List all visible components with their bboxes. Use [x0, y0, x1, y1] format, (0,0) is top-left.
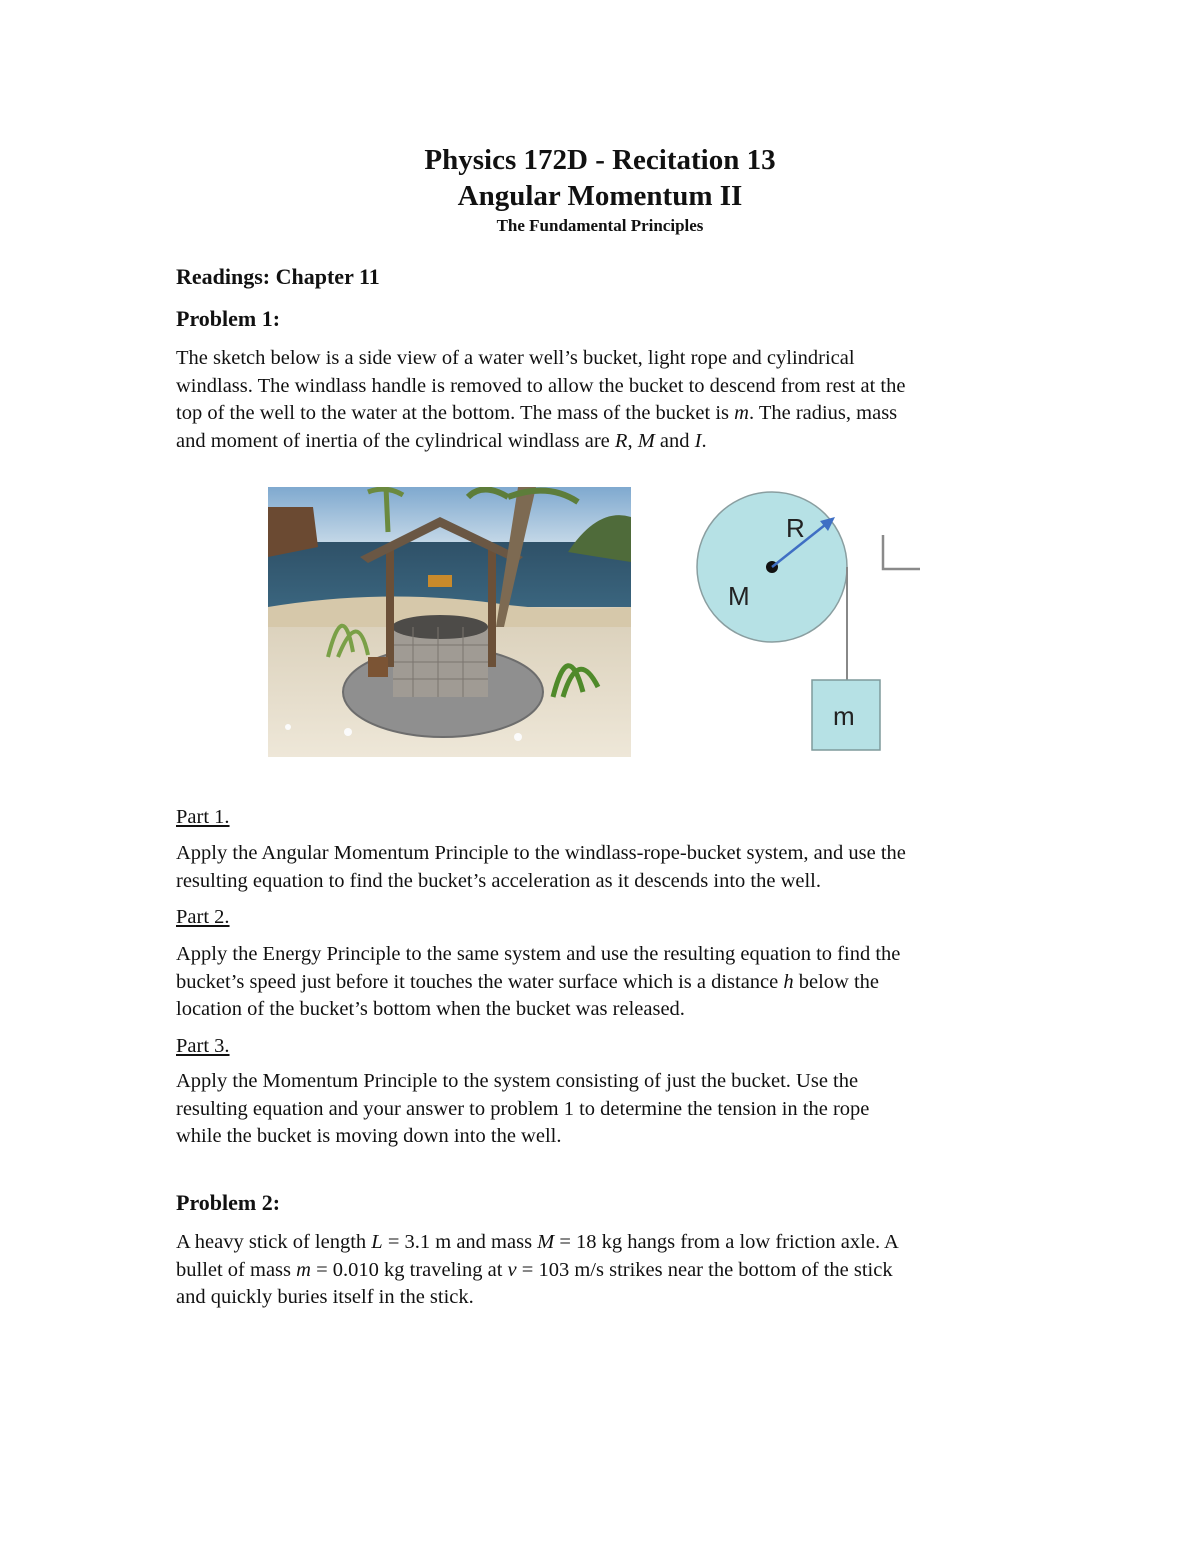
radius-label: R	[786, 513, 805, 543]
text-line: location of the bucket’s bottom when the bucket was released.	[176, 998, 685, 1020]
page-title: Physics 172D - Recitation 13	[424, 144, 776, 176]
text-line: resulting equation and your answer to problem 1 to determine the tension in the rope	[176, 1097, 870, 1120]
water-well-illustration	[268, 487, 631, 757]
text-line: Apply the Momentum Principle to the system consisting of just the bucket. Use the	[176, 1070, 859, 1092]
part1-text	[176, 840, 1026, 895]
text-line: bucket’s speed just before it touches the water surface which is a distance h below the	[176, 970, 880, 993]
text-line: A heavy stick of length L = 3.1 m and mass M = 18 kg hangs from a low friction axle. A	[176, 1231, 899, 1253]
text-line: and quickly buries itself in the stick.	[176, 1286, 474, 1308]
problem1-heading: Problem 1:	[176, 306, 281, 331]
text-line: and moment of inertia of the cylindrical windlass are R, M and I.	[176, 429, 707, 452]
windlass-diagram	[690, 485, 940, 760]
problem2-text	[176, 1229, 1026, 1312]
text-line: windlass. The windlass handle is removed to allow the bucket to descend from rest at the	[176, 374, 906, 397]
text-line: top of the well to the water at the bottom. The mass of the bucket is m. The radius, mass	[176, 402, 898, 424]
text-line: bullet of mass m = 0.010 kg traveling at v = 103 m/s strikes near the bottom of the stick	[176, 1258, 893, 1281]
part2-text	[176, 941, 1026, 1024]
bucket-label: m	[833, 701, 855, 731]
text-line: resulting equation to find the bucket’s acceleration as it descends into the well.	[176, 869, 821, 892]
axes-mark	[883, 535, 920, 569]
page-tagline: The Fundamental Principles	[496, 216, 704, 235]
text-line: Apply the Angular Momentum Principle to the windlass-rope-bucket system, and use the	[176, 842, 906, 864]
mass-label: M	[728, 581, 750, 611]
part3-text	[176, 1068, 1026, 1151]
page-subtitle: Angular Momentum II	[457, 180, 743, 212]
text-line: Apply the Energy Principle to the same system and use the resulting equation to find the	[176, 943, 901, 965]
problem1-intro	[176, 345, 1026, 455]
readings-heading: Readings: Chapter 11	[176, 264, 380, 289]
problem2-heading: Problem 2:	[176, 1190, 281, 1215]
part3-label: Part 3.	[176, 1035, 230, 1057]
text-line: while the bucket is moving down into the well.	[176, 1125, 562, 1147]
text-line: The sketch below is a side view of a water well’s bucket, light rope and cylindrical	[176, 347, 855, 369]
part1-label: Part 1.	[176, 806, 230, 828]
part2-label: Part 2.	[176, 906, 230, 928]
